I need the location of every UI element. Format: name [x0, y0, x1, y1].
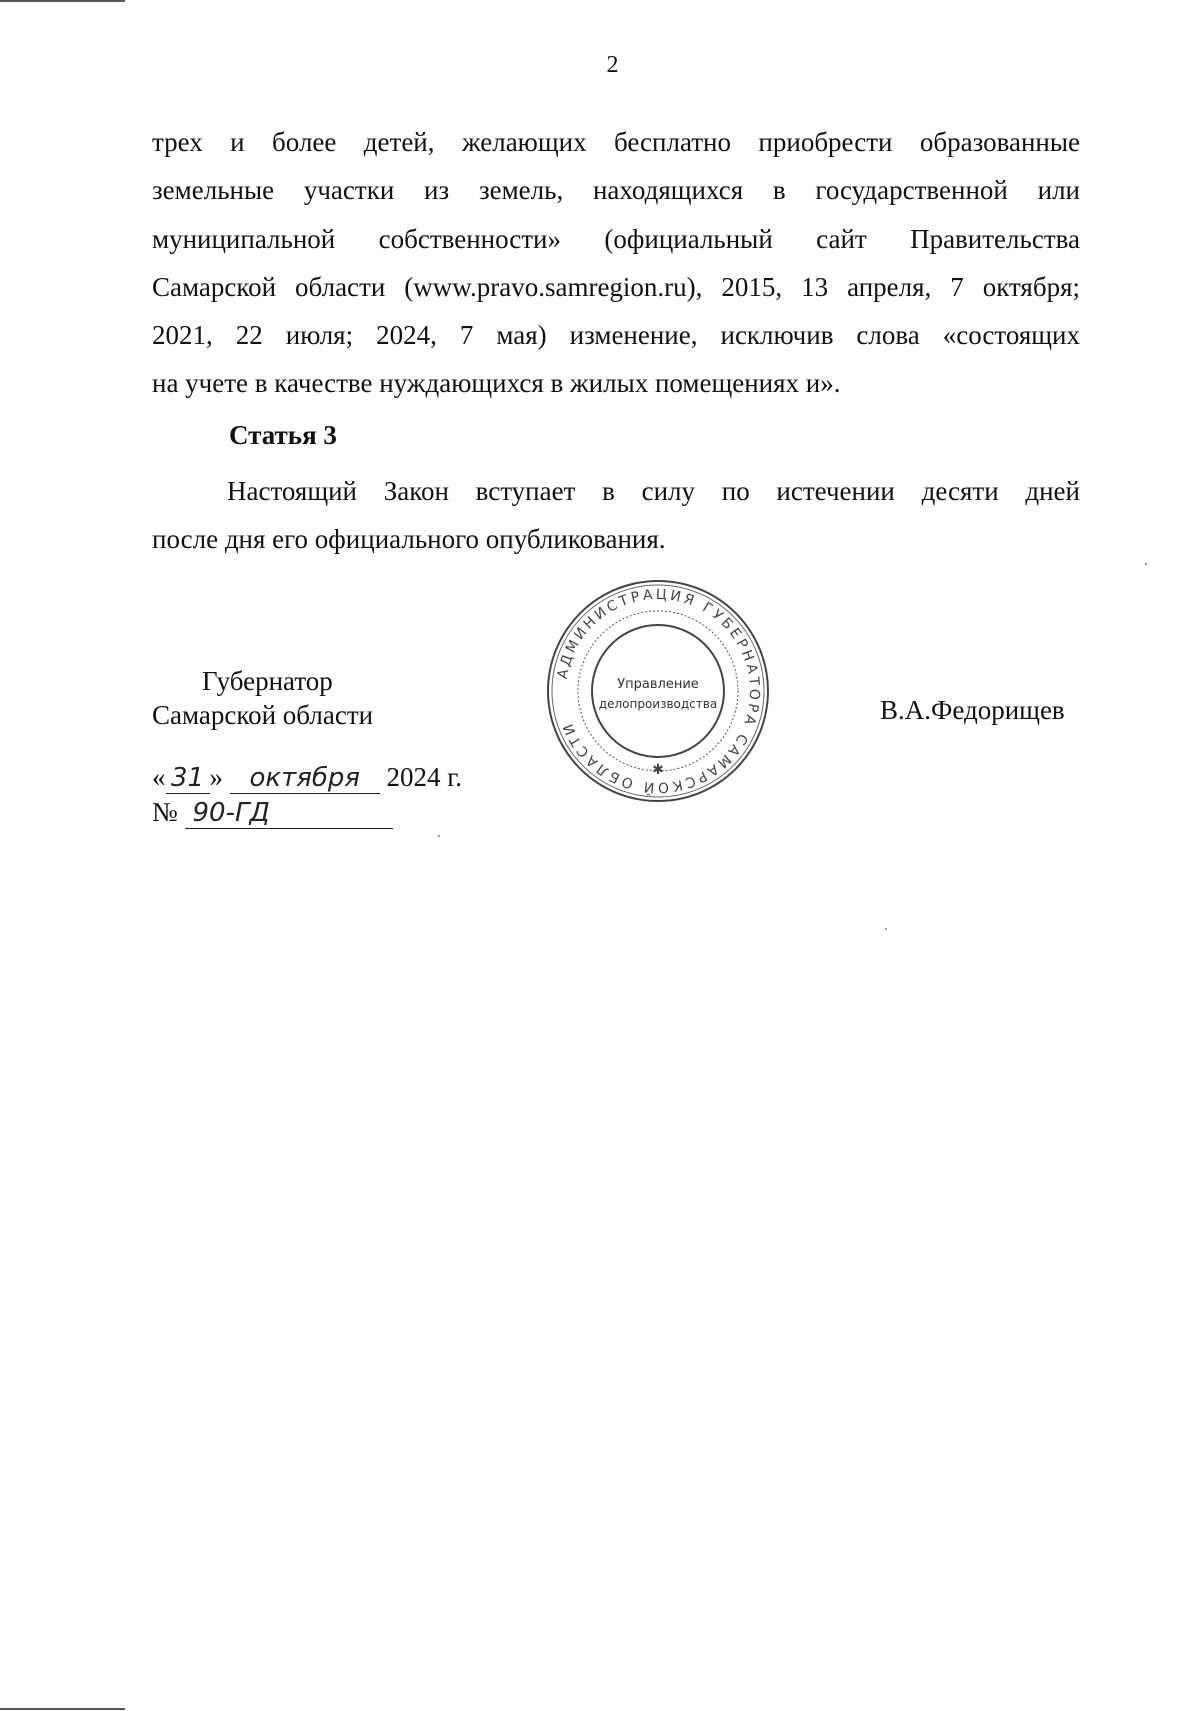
- stamp-center-line: делопроизводства: [598, 697, 718, 711]
- body-line: трех и более детей, желающих бесплатно приобрести образованные: [152, 127, 1080, 157]
- stamp-ring-text-path: АДМИНИСТРАЦИЯ ГУБЕРНАТОРА САМАРСКОЙ ОБЛАСТИ: [554, 586, 763, 796]
- article-line: после дня его официального опубликования.: [152, 524, 666, 554]
- law-number: [152, 797, 393, 829]
- document-body: [152, 118, 1080, 408]
- stamp-seal-icon: [545, 578, 771, 804]
- number-label: №: [152, 797, 178, 827]
- svg-text:✱: ✱: [652, 762, 664, 778]
- scan-speck: [885, 928, 887, 930]
- page-number: 2: [606, 52, 619, 78]
- signatory-title-line: Губернатор: [202, 666, 333, 696]
- date-year: 2024 г.: [386, 762, 463, 792]
- signer-name: В.А.Федорищев: [880, 695, 1065, 725]
- stamp-center-line: Управление: [617, 677, 699, 692]
- body-line: земельные участки из земель, находящихся в государственной или: [152, 175, 1080, 206]
- article-body: [152, 467, 1080, 563]
- signatory-title-line: Самарской области: [152, 700, 374, 730]
- article-line: Настоящий Закон вступает в силу по истечении десяти дней: [227, 476, 1080, 506]
- body-line: муниципальной собственности» (официальный сайт Правительства: [152, 223, 1080, 254]
- date-open-quote: «: [152, 762, 166, 792]
- scan-edge-mark-top: [0, 0, 125, 2]
- law-number-handwritten: 90-ГД: [185, 798, 393, 829]
- scan-edge-mark-bottom: [0, 1708, 125, 1710]
- signatory-title: [152, 664, 373, 732]
- date-month-handwritten: октября: [230, 763, 380, 794]
- signing-date: [152, 762, 462, 794]
- date-day-handwritten: 31: [166, 763, 210, 794]
- article-heading: Статья 3: [229, 420, 337, 450]
- scan-speck: [1145, 563, 1147, 565]
- official-stamp: [545, 578, 771, 804]
- body-line: 2021, 22 июля; 2024, 7 мая) изменение, исключив слова «состоящих: [152, 320, 1080, 351]
- body-line: Самарской области (www.pravo.samregion.ru), 2015, 13 апреля, 7 октября;: [152, 271, 1080, 302]
- scan-speck: [438, 835, 440, 837]
- date-close-quote: »: [209, 762, 223, 792]
- body-line: на учете в качестве нуждающихся в жилых помещениях и».: [152, 368, 841, 399]
